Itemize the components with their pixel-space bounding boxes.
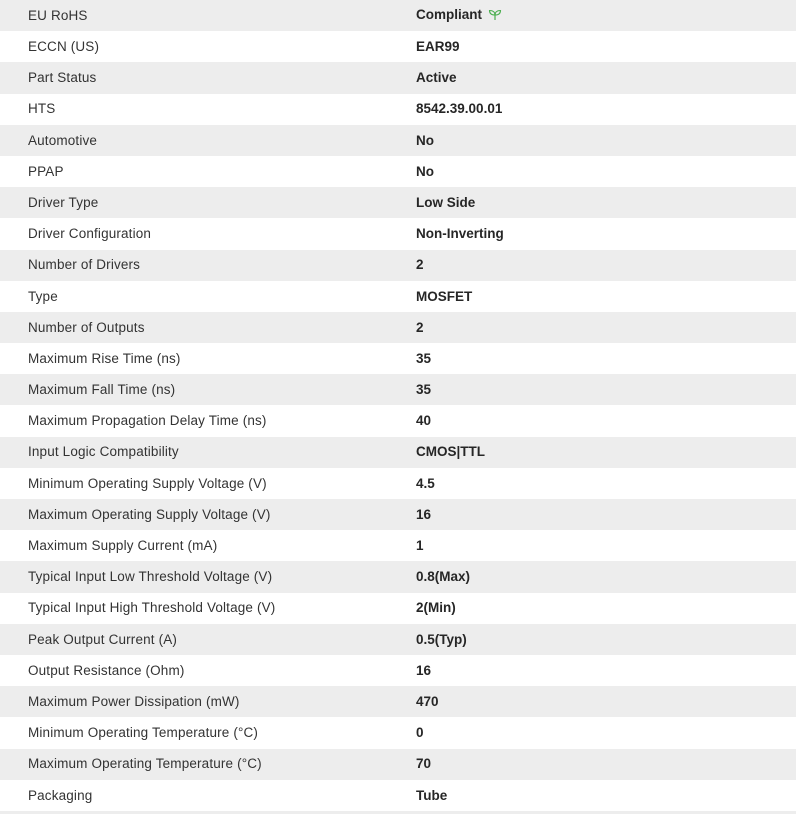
spec-label: Minimum Operating Temperature (°C)	[28, 725, 259, 741]
spec-label: Maximum Operating Temperature (°C)	[28, 756, 262, 772]
spec-row-eu-rohs	[0, 0, 796, 31]
spec-row-max-rise-time	[0, 343, 796, 374]
spec-value: EAR99	[416, 39, 460, 55]
spec-label: Packaging	[28, 787, 93, 803]
spec-label: Maximum Supply Current (mA)	[28, 538, 218, 554]
spec-value: 16	[416, 662, 432, 678]
spec-label: Part Status	[28, 70, 97, 86]
spec-row-max-operating-temperature	[0, 749, 796, 780]
spec-label: Maximum Rise Time (ns)	[28, 350, 181, 366]
spec-row-input-low-threshold	[0, 561, 796, 592]
spec-value: Active	[416, 70, 457, 86]
spec-value: CMOS|TTL	[416, 444, 486, 460]
spec-value: 4.5	[416, 475, 435, 491]
spec-value: 2(Min)	[416, 600, 456, 616]
spec-label: PPAP	[28, 163, 64, 179]
spec-value: Non-Inverting	[416, 226, 504, 242]
spec-label: Automotive	[28, 132, 98, 148]
spec-row-driver-type	[0, 187, 796, 218]
spec-value: 40	[416, 413, 432, 429]
spec-row-max-supply-voltage	[0, 499, 796, 530]
spec-label: Driver Type	[28, 194, 99, 210]
spec-value: 1	[416, 538, 424, 554]
spec-label: Driver Configuration	[28, 226, 152, 242]
spec-value: 70	[416, 756, 432, 772]
spec-row-hts	[0, 94, 796, 125]
spec-label: Output Resistance (Ohm)	[28, 662, 185, 678]
spec-label: Typical Input Low Threshold Voltage (V)	[28, 569, 273, 585]
spec-row-type	[0, 281, 796, 312]
spec-row-max-power-dissipation	[0, 686, 796, 717]
spec-label: ECCN (US)	[28, 39, 100, 55]
spec-label: EU RoHS	[28, 7, 88, 23]
spec-row-number-of-drivers	[0, 250, 796, 281]
spec-label: Input Logic Compatibility	[28, 444, 179, 460]
spec-row-packaging	[0, 780, 796, 811]
spec-row-min-operating-temperature	[0, 717, 796, 748]
spec-row-driver-configuration	[0, 218, 796, 249]
spec-value: 8542.39.00.01	[416, 101, 503, 117]
spec-label: Maximum Power Dissipation (mW)	[28, 693, 240, 709]
spec-value: 470	[416, 693, 439, 709]
spec-value: 35	[416, 382, 432, 398]
spec-value	[416, 0, 796, 31]
spec-label: HTS	[28, 101, 56, 117]
spec-row-input-high-threshold	[0, 593, 796, 624]
spec-label: Minimum Operating Supply Voltage (V)	[28, 475, 267, 491]
spec-label: Number of Drivers	[28, 257, 141, 273]
spec-label: Peak Output Current (A)	[28, 631, 178, 647]
spec-value: Low Side	[416, 194, 476, 210]
spec-row-output-resistance	[0, 655, 796, 686]
spec-row-max-propagation-delay	[0, 405, 796, 436]
spec-value: No	[416, 132, 434, 148]
spec-row-max-fall-time	[0, 374, 796, 405]
spec-row-max-supply-current	[0, 530, 796, 561]
spec-label: Number of Outputs	[28, 319, 145, 335]
spec-label: Type	[28, 288, 58, 304]
spec-value: 0.8(Max)	[416, 569, 471, 585]
spec-value: 2	[416, 257, 424, 273]
spec-value: Tube	[416, 787, 448, 803]
spec-row-input-logic-compatibility	[0, 437, 796, 468]
spec-value: 35	[416, 350, 432, 366]
spec-label: Maximum Propagation Delay Time (ns)	[28, 413, 267, 429]
spec-row-number-of-outputs	[0, 312, 796, 343]
spec-value: 0.5(Typ)	[416, 631, 467, 647]
spec-row-automotive	[0, 125, 796, 156]
spec-row-peak-output-current	[0, 624, 796, 655]
spec-row-min-supply-voltage	[0, 468, 796, 499]
spec-value: 16	[416, 506, 432, 522]
leaf-icon	[488, 9, 502, 24]
spec-label: Maximum Fall Time (ns)	[28, 382, 176, 398]
spec-value: 0	[416, 725, 424, 741]
spec-row-part-status	[0, 62, 796, 93]
spec-value-text: Compliant	[416, 6, 482, 22]
spec-row-eccn	[0, 31, 796, 62]
spec-value: No	[416, 163, 434, 179]
spec-label: Typical Input High Threshold Voltage (V)	[28, 600, 276, 616]
next-row-edge	[0, 811, 796, 814]
spec-value: MOSFET	[416, 288, 473, 304]
spec-label: Maximum Operating Supply Voltage (V)	[28, 506, 271, 522]
spec-row-ppap	[0, 156, 796, 187]
spec-value: 2	[416, 319, 424, 335]
